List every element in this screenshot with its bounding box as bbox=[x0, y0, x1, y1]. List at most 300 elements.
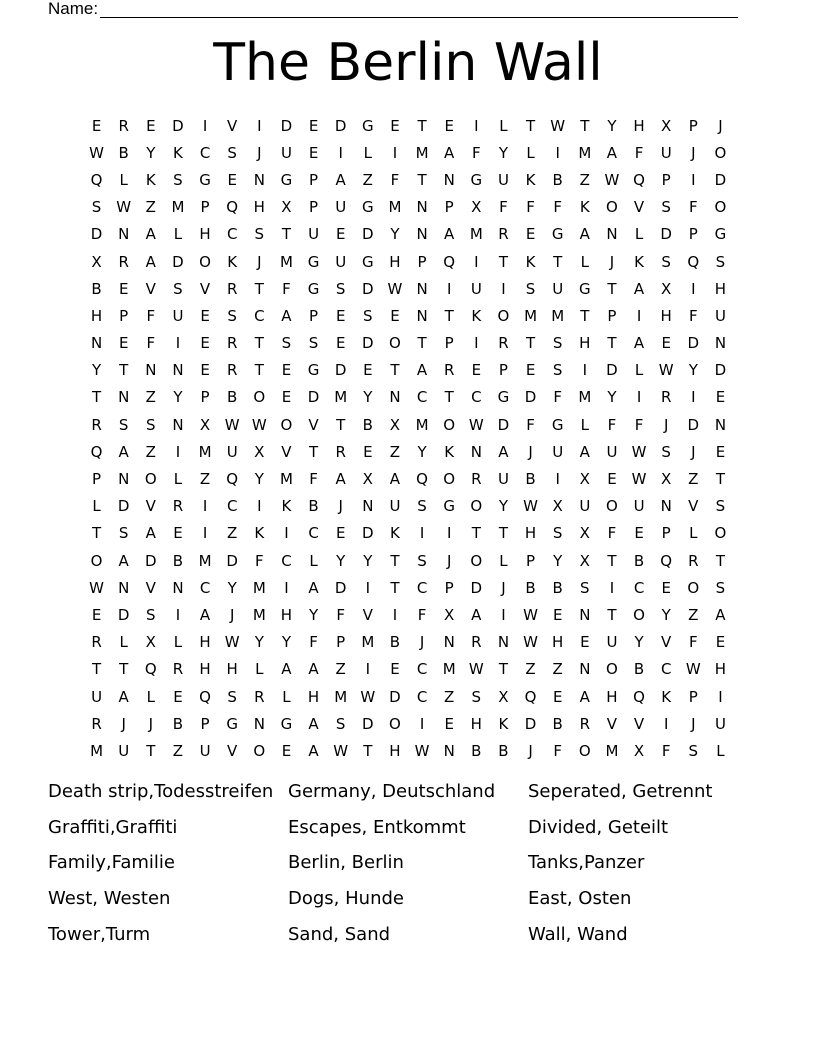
grid-letter[interactable]: X bbox=[281, 198, 292, 217]
grid-letter[interactable]: M bbox=[334, 388, 348, 407]
grid-letter[interactable]: N bbox=[714, 415, 727, 434]
grid-letter[interactable]: E bbox=[580, 633, 590, 652]
grid-letter[interactable]: V bbox=[308, 415, 319, 434]
grid-letter[interactable]: G bbox=[280, 714, 293, 733]
grid-letter[interactable]: I bbox=[338, 143, 343, 162]
grid-letter[interactable]: R bbox=[498, 225, 509, 244]
grid-letter[interactable]: W bbox=[224, 415, 240, 434]
grid-letter[interactable]: N bbox=[118, 225, 130, 244]
grid-letter[interactable]: G bbox=[362, 116, 374, 135]
grid-letter[interactable]: E bbox=[715, 633, 726, 652]
grid-letter[interactable]: A bbox=[118, 551, 129, 570]
grid-letter[interactable]: M bbox=[415, 415, 429, 434]
grid-letter[interactable]: C bbox=[226, 225, 238, 244]
grid-letter[interactable]: R bbox=[91, 714, 102, 733]
grid-letter[interactable]: I bbox=[446, 524, 452, 543]
grid-letter[interactable]: Z bbox=[525, 660, 536, 679]
grid-letter[interactable]: E bbox=[715, 442, 726, 461]
grid-letter[interactable]: A bbox=[145, 524, 156, 543]
grid-letter[interactable]: U bbox=[552, 442, 564, 461]
grid-letter[interactable]: N bbox=[118, 470, 130, 489]
grid-letter[interactable]: L bbox=[146, 687, 155, 706]
grid-letter[interactable]: Z bbox=[688, 470, 699, 489]
grid-letter[interactable]: P bbox=[119, 306, 129, 325]
grid-letter[interactable]: L bbox=[173, 225, 183, 244]
grid-letter[interactable]: K bbox=[498, 714, 509, 733]
grid-letter[interactable]: U bbox=[552, 279, 564, 298]
grid-letter[interactable]: T bbox=[444, 388, 454, 407]
grid-letter[interactable]: D bbox=[497, 415, 510, 434]
grid-letter[interactable]: H bbox=[389, 252, 401, 271]
grid-letter[interactable]: P bbox=[444, 578, 454, 597]
grid-letter[interactable]: Y bbox=[146, 143, 156, 162]
grid-letter[interactable]: V bbox=[688, 497, 699, 516]
grid-letter[interactable]: T bbox=[390, 361, 400, 380]
grid-letter[interactable]: G bbox=[307, 252, 320, 271]
grid-letter[interactable]: Q bbox=[144, 660, 157, 679]
grid-letter[interactable]: C bbox=[416, 687, 428, 706]
grid-letter[interactable]: D bbox=[524, 388, 537, 407]
grid-letter[interactable]: W bbox=[224, 633, 240, 652]
grid-letter[interactable]: V bbox=[145, 497, 156, 516]
grid-letter[interactable]: A bbox=[633, 334, 645, 353]
grid-letter[interactable]: I bbox=[419, 714, 425, 733]
grid-letter[interactable]: W bbox=[333, 741, 349, 760]
grid-letter[interactable]: T bbox=[91, 388, 102, 407]
grid-letter[interactable]: B bbox=[172, 551, 184, 570]
grid-letter[interactable]: P bbox=[200, 388, 210, 407]
grid-letter[interactable]: T bbox=[254, 361, 264, 380]
grid-letter[interactable]: I bbox=[609, 578, 615, 597]
grid-letter[interactable]: T bbox=[146, 741, 156, 760]
grid-letter[interactable]: E bbox=[661, 578, 671, 597]
grid-letter[interactable]: R bbox=[688, 551, 699, 570]
grid-letter[interactable]: C bbox=[416, 660, 428, 679]
grid-letter[interactable]: I bbox=[555, 470, 560, 489]
grid-letter[interactable]: F bbox=[336, 605, 345, 624]
grid-letter[interactable]: E bbox=[363, 442, 373, 461]
grid-letter[interactable]: D bbox=[714, 361, 727, 380]
grid-letter[interactable]: A bbox=[715, 605, 726, 624]
grid-letter[interactable]: V bbox=[281, 442, 292, 461]
grid-letter[interactable]: L bbox=[634, 361, 644, 380]
grid-letter[interactable]: A bbox=[145, 225, 156, 244]
grid-letter[interactable]: B bbox=[91, 279, 102, 298]
grid-letter[interactable]: W bbox=[631, 442, 647, 461]
grid-letter[interactable]: D bbox=[687, 415, 700, 434]
grid-letter[interactable]: H bbox=[226, 660, 238, 679]
grid-letter[interactable]: Y bbox=[607, 116, 617, 135]
grid-letter[interactable]: J bbox=[609, 252, 615, 271]
grid-letter[interactable]: G bbox=[497, 388, 510, 407]
grid-letter[interactable]: K bbox=[444, 442, 455, 461]
grid-letter[interactable]: O bbox=[714, 198, 727, 217]
grid-letter[interactable]: Q bbox=[660, 551, 673, 570]
grid-letter[interactable]: T bbox=[525, 334, 536, 353]
grid-letter[interactable]: E bbox=[715, 388, 726, 407]
grid-letter[interactable]: P bbox=[309, 306, 319, 325]
grid-letter[interactable]: V bbox=[199, 279, 211, 298]
grid-letter[interactable]: W bbox=[685, 660, 701, 679]
grid-letter[interactable]: I bbox=[365, 578, 371, 597]
grid-letter[interactable]: D bbox=[334, 361, 347, 380]
grid-letter[interactable]: W bbox=[550, 116, 566, 135]
grid-letter[interactable]: S bbox=[146, 605, 156, 624]
grid-letter[interactable]: X bbox=[145, 633, 156, 652]
grid-letter[interactable]: G bbox=[443, 497, 455, 516]
grid-letter[interactable]: F bbox=[553, 741, 562, 760]
grid-letter[interactable]: I bbox=[175, 605, 181, 624]
grid-letter[interactable]: U bbox=[199, 741, 211, 760]
grid-letter[interactable]: F bbox=[688, 306, 698, 325]
grid-letter[interactable]: D bbox=[145, 551, 157, 570]
grid-letter[interactable]: U bbox=[470, 279, 482, 298]
grid-letter[interactable]: S bbox=[552, 334, 563, 353]
grid-letter[interactable]: R bbox=[91, 633, 102, 652]
grid-letter[interactable]: A bbox=[118, 442, 129, 461]
grid-letter[interactable]: L bbox=[173, 633, 183, 652]
grid-letter[interactable]: P bbox=[309, 170, 319, 189]
grid-letter[interactable]: D bbox=[334, 116, 347, 135]
grid-letter[interactable]: D bbox=[280, 116, 293, 135]
grid-letter[interactable]: M bbox=[361, 633, 375, 652]
grid-letter[interactable]: B bbox=[525, 578, 536, 597]
grid-letter[interactable]: U bbox=[118, 741, 130, 760]
grid-letter[interactable]: Q bbox=[199, 687, 211, 706]
grid-letter[interactable]: W bbox=[631, 470, 647, 489]
grid-letter[interactable]: X bbox=[661, 116, 672, 135]
grid-letter[interactable]: I bbox=[365, 660, 371, 679]
grid-letter[interactable]: H bbox=[199, 660, 211, 679]
grid-letter[interactable]: Q bbox=[416, 470, 428, 489]
grid-letter[interactable]: F bbox=[390, 170, 400, 189]
grid-letter[interactable]: U bbox=[579, 497, 591, 516]
grid-letter[interactable]: N bbox=[443, 170, 455, 189]
grid-letter[interactable]: F bbox=[254, 551, 264, 570]
grid-letter[interactable]: G bbox=[226, 714, 238, 733]
grid-letter[interactable]: A bbox=[308, 714, 319, 733]
grid-letter[interactable]: H bbox=[524, 524, 537, 543]
grid-letter[interactable]: E bbox=[308, 143, 319, 162]
grid-letter[interactable]: G bbox=[362, 198, 374, 217]
grid-letter[interactable]: P bbox=[417, 252, 427, 271]
grid-letter[interactable]: F bbox=[607, 524, 617, 543]
grid-letter[interactable]: Y bbox=[661, 605, 671, 624]
grid-letter[interactable]: O bbox=[687, 578, 700, 597]
grid-letter[interactable]: M bbox=[388, 198, 402, 217]
grid-letter[interactable]: L bbox=[499, 116, 508, 135]
grid-letter[interactable]: Z bbox=[199, 470, 211, 489]
grid-letter[interactable]: R bbox=[254, 687, 265, 706]
grid-letter[interactable]: S bbox=[118, 524, 129, 543]
grid-letter[interactable]: D bbox=[172, 252, 184, 271]
grid-letter[interactable]: D bbox=[470, 578, 483, 597]
grid-letter[interactable]: O bbox=[714, 143, 727, 162]
grid-letter[interactable]: W bbox=[89, 143, 104, 162]
grid-letter[interactable]: U bbox=[172, 306, 184, 325]
grid-letter[interactable]: A bbox=[281, 306, 292, 325]
grid-letter[interactable]: X bbox=[633, 741, 645, 760]
grid-letter[interactable]: T bbox=[91, 524, 102, 543]
grid-letter[interactable]: Q bbox=[687, 252, 700, 271]
grid-letter[interactable]: F bbox=[417, 605, 427, 624]
grid-letter[interactable]: T bbox=[525, 116, 536, 135]
grid-letter[interactable]: P bbox=[661, 170, 671, 189]
grid-letter[interactable]: I bbox=[175, 442, 181, 461]
grid-letter[interactable]: Y bbox=[254, 470, 264, 489]
grid-letter[interactable]: H bbox=[199, 633, 211, 652]
grid-letter[interactable]: L bbox=[689, 524, 698, 543]
grid-letter[interactable]: P bbox=[661, 524, 671, 543]
grid-letter[interactable]: U bbox=[606, 442, 618, 461]
grid-letter[interactable]: X bbox=[661, 470, 672, 489]
grid-letter[interactable]: A bbox=[145, 252, 156, 271]
grid-letter[interactable]: E bbox=[91, 605, 102, 624]
grid-letter[interactable]: O bbox=[199, 252, 211, 271]
grid-letter[interactable]: T bbox=[715, 551, 726, 570]
grid-letter[interactable]: T bbox=[607, 605, 617, 624]
grid-letter[interactable]: I bbox=[691, 279, 696, 298]
grid-letter[interactable]: K bbox=[254, 524, 265, 543]
grid-letter[interactable]: T bbox=[363, 741, 373, 760]
grid-letter[interactable]: N bbox=[253, 170, 265, 189]
grid-letter[interactable]: T bbox=[498, 524, 509, 543]
grid-letter[interactable]: M bbox=[90, 741, 104, 760]
grid-letter[interactable]: S bbox=[118, 415, 129, 434]
grid-letter[interactable]: R bbox=[118, 116, 129, 135]
grid-letter[interactable]: I bbox=[691, 170, 696, 189]
grid-letter[interactable]: N bbox=[606, 225, 618, 244]
grid-letter[interactable]: I bbox=[284, 524, 289, 543]
grid-letter[interactable]: P bbox=[526, 551, 536, 570]
grid-letter[interactable]: Q bbox=[226, 470, 239, 489]
grid-letter[interactable]: N bbox=[443, 741, 455, 760]
grid-letter[interactable]: Q bbox=[90, 442, 103, 461]
grid-letter[interactable]: U bbox=[660, 143, 672, 162]
grid-letter[interactable]: T bbox=[553, 252, 563, 271]
grid-letter[interactable]: O bbox=[389, 714, 401, 733]
grid-letter[interactable]: L bbox=[634, 225, 644, 244]
grid-letter[interactable]: X bbox=[579, 524, 590, 543]
grid-letter[interactable]: W bbox=[523, 633, 538, 652]
grid-letter[interactable]: J bbox=[257, 143, 262, 162]
grid-letter[interactable]: W bbox=[523, 497, 538, 516]
grid-letter[interactable]: M bbox=[252, 605, 266, 624]
grid-letter[interactable]: C bbox=[254, 306, 265, 325]
grid-letter[interactable]: J bbox=[419, 633, 425, 652]
grid-letter[interactable]: W bbox=[658, 361, 674, 380]
grid-letter[interactable]: U bbox=[389, 497, 401, 516]
grid-letter[interactable]: T bbox=[281, 225, 292, 244]
grid-letter[interactable]: F bbox=[146, 334, 156, 353]
grid-letter[interactable]: M bbox=[469, 225, 483, 244]
grid-letter[interactable]: R bbox=[579, 714, 591, 733]
grid-letter[interactable]: L bbox=[580, 415, 589, 434]
grid-letter[interactable]: U bbox=[91, 687, 103, 706]
grid-letter[interactable]: O bbox=[389, 334, 401, 353]
grid-letter[interactable]: G bbox=[551, 415, 564, 434]
grid-letter[interactable]: I bbox=[257, 116, 262, 135]
grid-letter[interactable]: M bbox=[198, 442, 212, 461]
grid-letter[interactable]: N bbox=[253, 714, 265, 733]
grid-letter[interactable]: C bbox=[633, 578, 645, 597]
grid-letter[interactable]: Y bbox=[254, 633, 264, 652]
grid-letter[interactable]: E bbox=[91, 116, 102, 135]
grid-letter[interactable]: S bbox=[335, 279, 346, 298]
grid-letter[interactable]: I bbox=[474, 252, 479, 271]
grid-letter[interactable]: L bbox=[255, 660, 264, 679]
grid-letter[interactable]: V bbox=[227, 741, 238, 760]
grid-letter[interactable]: F bbox=[526, 198, 535, 217]
grid-letter[interactable]: Z bbox=[335, 660, 346, 679]
grid-letter[interactable]: S bbox=[661, 252, 671, 271]
grid-letter[interactable]: E bbox=[552, 687, 563, 706]
grid-letter[interactable]: N bbox=[579, 660, 591, 679]
grid-letter[interactable]: X bbox=[389, 415, 401, 434]
grid-letter[interactable]: J bbox=[528, 741, 533, 760]
grid-letter[interactable]: G bbox=[307, 361, 320, 380]
grid-letter[interactable]: B bbox=[552, 578, 563, 597]
grid-letter[interactable]: A bbox=[606, 143, 618, 162]
grid-letter[interactable]: J bbox=[338, 497, 343, 516]
grid-letter[interactable]: D bbox=[362, 524, 374, 543]
grid-letter[interactable]: X bbox=[199, 415, 211, 434]
grid-letter[interactable]: Y bbox=[634, 633, 644, 652]
grid-letter[interactable]: E bbox=[525, 225, 536, 244]
grid-letter[interactable]: O bbox=[90, 551, 103, 570]
grid-letter[interactable]: Z bbox=[362, 170, 373, 189]
grid-letter[interactable]: U bbox=[633, 497, 645, 516]
grid-letter[interactable]: K bbox=[471, 306, 482, 325]
grid-letter[interactable]: S bbox=[525, 279, 536, 298]
grid-letter[interactable]: Z bbox=[145, 388, 156, 407]
grid-letter[interactable]: O bbox=[606, 660, 618, 679]
grid-letter[interactable]: F bbox=[553, 198, 562, 217]
grid-letter[interactable]: J bbox=[663, 415, 669, 434]
grid-letter[interactable]: A bbox=[633, 279, 645, 298]
grid-letter[interactable]: R bbox=[172, 497, 184, 516]
grid-letter[interactable]: W bbox=[251, 415, 267, 434]
grid-letter[interactable]: T bbox=[580, 306, 590, 325]
grid-letter[interactable]: J bbox=[501, 578, 506, 597]
grid-letter[interactable]: A bbox=[579, 442, 590, 461]
grid-letter[interactable]: D bbox=[90, 225, 103, 244]
grid-letter[interactable]: D bbox=[172, 116, 184, 135]
grid-letter[interactable]: X bbox=[579, 470, 590, 489]
grid-letter[interactable]: R bbox=[226, 361, 238, 380]
grid-letter[interactable]: C bbox=[281, 551, 292, 570]
grid-letter[interactable]: K bbox=[661, 687, 672, 706]
grid-letter[interactable]: I bbox=[446, 279, 452, 298]
grid-letter[interactable]: Z bbox=[688, 605, 699, 624]
grid-letter[interactable]: I bbox=[636, 306, 642, 325]
grid-letter[interactable]: H bbox=[470, 714, 482, 733]
grid-letter[interactable]: E bbox=[444, 714, 454, 733]
grid-letter[interactable]: E bbox=[471, 361, 482, 380]
grid-letter[interactable]: C bbox=[660, 660, 672, 679]
grid-letter[interactable]: T bbox=[444, 306, 454, 325]
grid-letter[interactable]: D bbox=[660, 225, 672, 244]
grid-letter[interactable]: T bbox=[336, 415, 346, 434]
grid-letter[interactable]: F bbox=[634, 415, 644, 434]
grid-letter[interactable]: V bbox=[633, 714, 645, 733]
grid-letter[interactable]: O bbox=[443, 470, 456, 489]
grid-letter[interactable]: E bbox=[525, 361, 536, 380]
grid-letter[interactable]: N bbox=[443, 633, 455, 652]
grid-letter[interactable]: E bbox=[634, 524, 644, 543]
grid-letter[interactable]: D bbox=[117, 497, 130, 516]
grid-letter[interactable]: W bbox=[414, 741, 430, 760]
grid-letter[interactable]: S bbox=[688, 741, 699, 760]
grid-letter[interactable]: R bbox=[226, 279, 238, 298]
grid-letter[interactable]: S bbox=[580, 578, 590, 597]
grid-letter[interactable]: K bbox=[525, 252, 536, 271]
grid-letter[interactable]: G bbox=[470, 170, 483, 189]
grid-letter[interactable]: M bbox=[442, 660, 456, 679]
grid-letter[interactable]: M bbox=[551, 306, 565, 325]
grid-letter[interactable]: Y bbox=[607, 388, 617, 407]
grid-letter[interactable]: Z bbox=[552, 660, 563, 679]
grid-letter[interactable]: E bbox=[118, 279, 129, 298]
grid-letter[interactable]: D bbox=[389, 687, 401, 706]
grid-letter[interactable]: J bbox=[718, 116, 723, 135]
grid-letter[interactable]: S bbox=[715, 252, 726, 271]
grid-letter[interactable]: S bbox=[173, 279, 183, 298]
grid-letter[interactable]: R bbox=[660, 388, 672, 407]
grid-letter[interactable]: H bbox=[633, 116, 645, 135]
grid-letter[interactable]: L bbox=[119, 170, 128, 189]
grid-letter[interactable]: D bbox=[714, 170, 727, 189]
grid-letter[interactable]: Q bbox=[524, 687, 537, 706]
grid-letter[interactable]: F bbox=[553, 388, 562, 407]
grid-letter[interactable]: Y bbox=[227, 578, 237, 597]
grid-letter[interactable]: S bbox=[227, 306, 237, 325]
grid-letter[interactable]: R bbox=[471, 633, 482, 652]
grid-letter[interactable]: E bbox=[444, 116, 454, 135]
grid-letter[interactable]: Y bbox=[553, 551, 563, 570]
grid-letter[interactable]: Y bbox=[417, 442, 427, 461]
grid-letter[interactable]: E bbox=[118, 334, 129, 353]
grid-letter[interactable]: V bbox=[145, 578, 156, 597]
grid-letter[interactable]: L bbox=[363, 143, 372, 162]
grid-letter[interactable]: D bbox=[307, 388, 320, 407]
grid-letter[interactable]: O bbox=[443, 415, 456, 434]
grid-letter[interactable]: Q bbox=[633, 687, 645, 706]
grid-letter[interactable]: H bbox=[280, 605, 293, 624]
grid-letter[interactable]: M bbox=[198, 551, 212, 570]
grid-letter[interactable]: E bbox=[363, 361, 373, 380]
grid-letter[interactable]: S bbox=[552, 361, 563, 380]
grid-letter[interactable]: D bbox=[226, 551, 238, 570]
grid-letter[interactable]: O bbox=[253, 741, 266, 760]
grid-letter[interactable]: Y bbox=[498, 143, 509, 162]
grid-letter[interactable]: E bbox=[390, 306, 400, 325]
grid-letter[interactable]: V bbox=[145, 279, 156, 298]
grid-letter[interactable]: H bbox=[579, 334, 591, 353]
grid-letter[interactable]: B bbox=[172, 714, 184, 733]
grid-letter[interactable]: O bbox=[280, 415, 293, 434]
grid-letter[interactable]: F bbox=[526, 415, 535, 434]
grid-letter[interactable]: Y bbox=[336, 551, 346, 570]
grid-letter[interactable]: B bbox=[552, 170, 563, 189]
grid-letter[interactable]: N bbox=[145, 361, 157, 380]
grid-letter[interactable]: E bbox=[308, 116, 319, 135]
grid-letter[interactable]: K bbox=[281, 497, 292, 516]
grid-letter[interactable]: A bbox=[579, 225, 590, 244]
grid-letter[interactable]: N bbox=[118, 578, 130, 597]
grid-letter[interactable]: X bbox=[579, 551, 590, 570]
grid-letter[interactable]: P bbox=[309, 198, 319, 217]
